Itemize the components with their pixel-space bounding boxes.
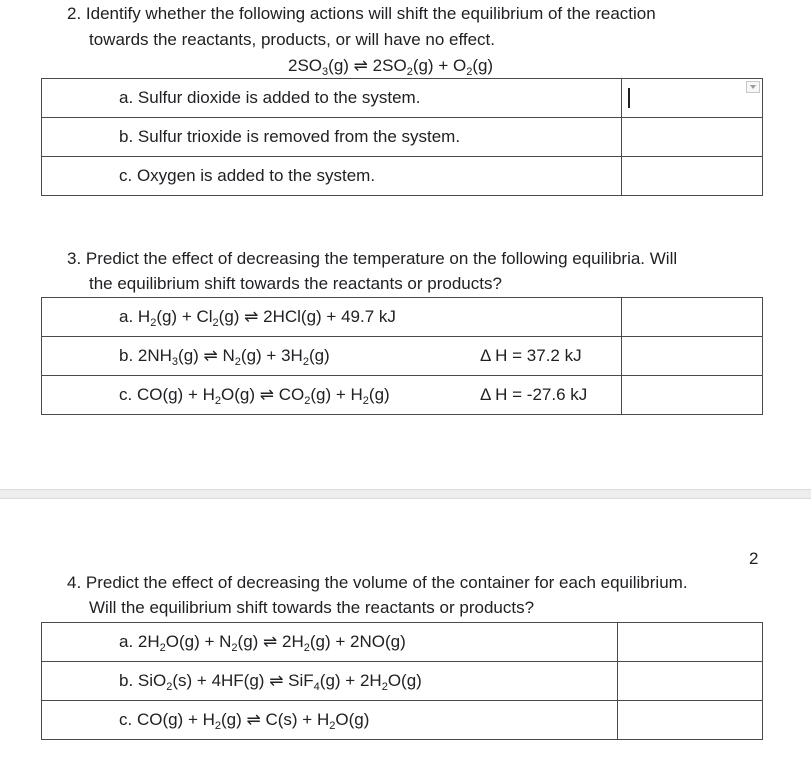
q2-reaction-equation: $2SO_3(g)$ ⇌ $2SO_2(g) + O_2(g)$ bbox=[288, 56, 494, 78]
q4-row-b-answer-cell[interactable] bbox=[618, 662, 763, 701]
equilibrium-arrow-icon: ⇌ bbox=[353, 56, 368, 75]
q4-row-c-equation: c. $CO(g) + H_2(g)$ ⇌ $C(s) + H_2O(g)$ bbox=[119, 710, 370, 732]
q3-row-b-enthalpy: Δ H = 37.2 kJ bbox=[480, 346, 582, 365]
equilibrium-arrow-icon: ⇌ bbox=[244, 307, 259, 326]
table-row bbox=[42, 157, 763, 196]
table-row bbox=[42, 337, 763, 376]
table-row bbox=[42, 701, 763, 740]
equilibrium-arrow-icon: ⇌ bbox=[269, 671, 284, 690]
q4-row-b-label-cell bbox=[42, 662, 618, 701]
q4-row-a-equation: a. $2H_2O(g) + N_2(g)$ ⇌ $2H_2(g) + 2NO(g)$ bbox=[119, 632, 406, 654]
q3-row-a-equation: a. $H_2(g) + Cl_2(g)$ ⇌ 2HCl(g) + 49.7 kJ bbox=[119, 307, 396, 329]
q2-row-c-answer-cell[interactable] bbox=[622, 157, 763, 196]
table-row bbox=[42, 376, 763, 415]
q3-row-c-label-cell bbox=[42, 376, 622, 415]
q4-row-c-answer-cell[interactable] bbox=[618, 701, 763, 740]
table-row bbox=[42, 662, 763, 701]
q3-prompt-line1: 3. Predict the effect of decreasing the temperature on the following equilibria. Will bbox=[67, 249, 678, 268]
q4-answer-table bbox=[41, 622, 763, 740]
page-break-divider bbox=[0, 489, 811, 499]
equilibrium-arrow-icon: ⇌ bbox=[203, 346, 218, 365]
q2-answer-table bbox=[41, 78, 763, 196]
q3-row-c-enthalpy: Δ H = -27.6 kJ bbox=[480, 385, 588, 404]
q4-prompt-line1: 4. Predict the effect of decreasing the volume of the container for each equilibrium. bbox=[67, 573, 688, 592]
q3-row-a-answer-cell[interactable] bbox=[622, 298, 763, 337]
equilibrium-arrow-icon: ⇌ bbox=[263, 632, 278, 651]
q3-row-b-equation: b. $2NH_3(g)$ ⇌ $N_2(g) + 3H_2(g)$ bbox=[119, 346, 330, 368]
q2-row-a-label-cell: a. Sulfur dioxide is added to the system. bbox=[42, 79, 622, 118]
q3-row-c-answer-cell[interactable] bbox=[622, 376, 763, 415]
table-row bbox=[42, 118, 763, 157]
q3-row-a-label-cell bbox=[42, 298, 622, 337]
q2-prompt-line2: towards the reactants, products, or will have no effect. bbox=[89, 30, 496, 49]
q3-row-b-label-cell bbox=[42, 337, 622, 376]
table-row bbox=[42, 79, 763, 118]
q2-row-b-label-cell: b. Sulfur trioxide is removed from the system. bbox=[42, 118, 622, 157]
q3-row-b-answer-cell[interactable] bbox=[622, 337, 763, 376]
q2-row-c-label-cell: c. Oxygen is added to the system. bbox=[42, 157, 622, 196]
equilibrium-arrow-icon: ⇌ bbox=[246, 710, 261, 729]
q3-answer-table bbox=[41, 297, 763, 415]
q2-row-b-answer-cell[interactable] bbox=[622, 118, 763, 157]
text-cursor bbox=[628, 88, 630, 108]
q4-row-a-label-cell bbox=[42, 623, 618, 662]
q4-prompt-line2: Will the equilibrium shift towards the reactants or products? bbox=[89, 598, 535, 617]
table-row bbox=[42, 298, 763, 337]
q4-row-c-label-cell bbox=[42, 701, 618, 740]
q2-prompt-line1: 2. Identify whether the following actions will shift the equilibrium of the reaction bbox=[67, 4, 656, 23]
table-row bbox=[42, 623, 763, 662]
q3-row-c-equation: c. $CO(g) + H_2O(g)$ ⇌ $CO_2(g) + H_2(g)$ bbox=[119, 385, 390, 407]
equilibrium-arrow-icon: ⇌ bbox=[259, 385, 274, 404]
q3-prompt-line2: the equilibrium shift towards the reactants or products? bbox=[89, 274, 502, 293]
q4-row-b-equation: b. SiO$_2$(s) + 4HF(g) ⇌ $SiF_4(g) + 2H_2O(g)$ bbox=[119, 671, 422, 693]
q2-row-a-answer-dropdown[interactable] bbox=[622, 79, 763, 118]
q4-row-a-answer-cell[interactable] bbox=[618, 623, 763, 662]
dropdown-arrow-icon[interactable] bbox=[746, 81, 760, 93]
page-number: 2 bbox=[749, 549, 759, 568]
